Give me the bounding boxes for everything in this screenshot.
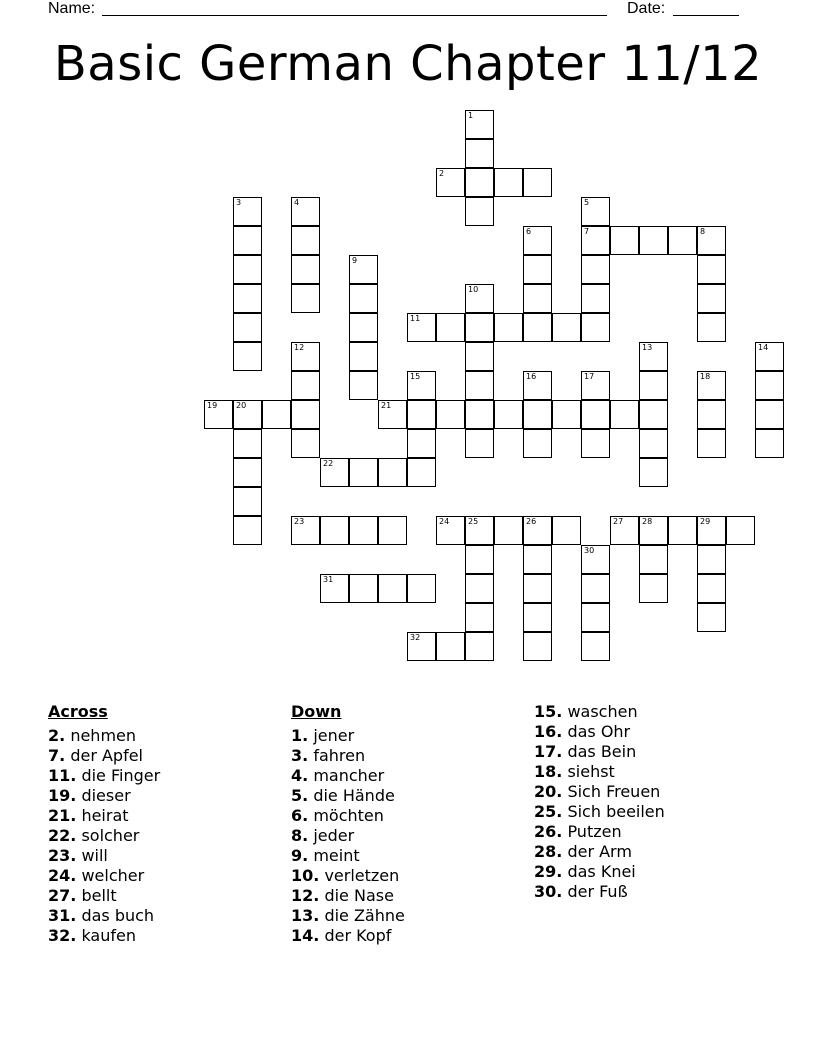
crossword-cell[interactable] <box>523 632 552 661</box>
clue-item <box>291 906 531 926</box>
clue-item <box>48 906 288 926</box>
crossword-cell[interactable] <box>668 516 697 545</box>
clue-item-text: der Arm <box>567 842 632 861</box>
crossword-cell[interactable] <box>581 603 610 632</box>
clue-number: 22 <box>323 459 334 468</box>
crossword-cell[interactable] <box>581 371 610 400</box>
clue-number: 19 <box>207 401 218 410</box>
crossword-cell[interactable] <box>320 458 349 487</box>
crossword-cell[interactable] <box>581 284 610 313</box>
crossword-cell[interactable] <box>494 168 523 197</box>
clue-item-number: 23. <box>48 846 77 865</box>
crossword-cell[interactable] <box>465 545 494 574</box>
crossword-cell[interactable] <box>465 168 494 197</box>
crossword-cell[interactable] <box>233 516 262 545</box>
clue-item-number: 32. <box>48 926 77 945</box>
crossword-cell[interactable] <box>697 400 726 429</box>
crossword-cell[interactable] <box>639 574 668 603</box>
clue-item-text: das Bein <box>567 742 637 761</box>
clue-item-number: 26. <box>534 822 563 841</box>
crossword-cell[interactable] <box>581 255 610 284</box>
crossword-cell[interactable] <box>262 400 291 429</box>
crossword-cell[interactable] <box>465 197 494 226</box>
crossword-cell[interactable] <box>349 516 378 545</box>
clue-number: 7 <box>584 227 590 236</box>
clue-item-text: will <box>81 846 108 865</box>
crossword-cell[interactable] <box>697 545 726 574</box>
crossword-cell[interactable] <box>349 342 378 371</box>
clue-item-text: Putzen <box>567 822 622 841</box>
down-clues <box>291 702 531 946</box>
clue-item-text: Sich Freuen <box>567 782 661 801</box>
clue-item <box>534 822 774 842</box>
crossword-cell[interactable] <box>523 313 552 342</box>
clue-item-number: 15. <box>534 702 563 721</box>
clue-item-text: die Zähne <box>324 906 405 925</box>
clue-item-text: das Knei <box>567 862 636 881</box>
crossword-cell[interactable] <box>465 632 494 661</box>
clue-number: 15 <box>410 372 421 381</box>
crossword-cell[interactable] <box>523 574 552 603</box>
crossword-cell[interactable] <box>465 574 494 603</box>
clue-number: 5 <box>584 198 590 207</box>
clue-number: 16 <box>526 372 537 381</box>
clue-item-text: die Finger <box>81 766 161 785</box>
clue-item-text: die Hände <box>313 786 395 805</box>
crossword-cell[interactable] <box>523 429 552 458</box>
clue-item-text: fahren <box>313 746 366 765</box>
crossword-cell[interactable] <box>581 400 610 429</box>
clue-number: 30 <box>584 546 595 555</box>
crossword-cell[interactable] <box>639 400 668 429</box>
crossword-cell[interactable] <box>581 197 610 226</box>
clue-number: 11 <box>410 314 421 323</box>
clue-item-text: die Nase <box>324 886 394 905</box>
crossword-cell[interactable] <box>233 487 262 516</box>
page-title: Basic German Chapter 11/12 <box>53 36 763 92</box>
clue-item-text: der Apfel <box>70 746 143 765</box>
clue-item-number: 7. <box>48 746 66 765</box>
clue-item <box>48 786 288 806</box>
crossword-cell[interactable] <box>436 313 465 342</box>
crossword-cell[interactable] <box>581 632 610 661</box>
crossword-cell[interactable] <box>465 603 494 632</box>
crossword-cell[interactable] <box>639 516 668 545</box>
clue-item-number: 18. <box>534 762 563 781</box>
crossword-cell[interactable] <box>465 313 494 342</box>
crossword-cell[interactable] <box>465 284 494 313</box>
down-clue-list-continued <box>534 702 774 902</box>
crossword-cell[interactable] <box>407 400 436 429</box>
clue-item-text: das buch <box>81 906 155 925</box>
crossword-cell[interactable] <box>639 458 668 487</box>
crossword-cell[interactable] <box>668 226 697 255</box>
clue-item <box>48 726 288 746</box>
crossword-cell[interactable] <box>233 197 262 226</box>
clue-item-number: 31. <box>48 906 77 925</box>
clue-item-number: 2. <box>48 726 66 745</box>
crossword-cell[interactable] <box>639 342 668 371</box>
crossword-cell[interactable] <box>581 226 610 255</box>
crossword-cell[interactable] <box>320 574 349 603</box>
crossword-cell[interactable] <box>349 371 378 400</box>
clue-number: 2 <box>439 169 445 178</box>
crossword-cell[interactable] <box>552 400 581 429</box>
clue-number: 20 <box>236 401 247 410</box>
crossword-cell[interactable] <box>378 458 407 487</box>
crossword-cell[interactable] <box>523 284 552 313</box>
across-clues <box>48 702 288 946</box>
clue-number: 24 <box>439 517 450 526</box>
crossword-cell[interactable] <box>204 400 233 429</box>
crossword-cell[interactable] <box>291 516 320 545</box>
crossword-cell[interactable] <box>581 429 610 458</box>
clue-item-number: 14. <box>291 926 320 945</box>
clue-item <box>534 842 774 862</box>
crossword-cell[interactable] <box>755 342 784 371</box>
crossword-cell[interactable] <box>523 516 552 545</box>
crossword-cell[interactable] <box>349 313 378 342</box>
crossword-cell[interactable] <box>581 574 610 603</box>
crossword-cell[interactable] <box>407 371 436 400</box>
clue-item-text: meint <box>313 846 360 865</box>
crossword-cell[interactable] <box>639 226 668 255</box>
clue-number: 9 <box>352 256 358 265</box>
clue-item-text: mancher <box>313 766 385 785</box>
crossword-cell[interactable] <box>697 429 726 458</box>
clue-number: 8 <box>700 227 706 236</box>
clue-item-text: kaufen <box>81 926 136 945</box>
clue-item <box>48 826 288 846</box>
clue-item <box>291 846 531 866</box>
clue-number: 12 <box>294 343 305 352</box>
name-label: Name: <box>48 0 96 17</box>
crossword-cell[interactable] <box>755 371 784 400</box>
crossword-cell[interactable] <box>465 139 494 168</box>
crossword-cell[interactable] <box>291 342 320 371</box>
crossword-cell[interactable] <box>233 342 262 371</box>
clue-item-number: 22. <box>48 826 77 845</box>
clue-item <box>534 702 774 722</box>
crossword-cell[interactable] <box>407 574 436 603</box>
crossword-cell[interactable] <box>407 429 436 458</box>
clue-item <box>48 766 288 786</box>
crossword-cell[interactable] <box>581 545 610 574</box>
down-clues-continued <box>534 702 774 902</box>
clue-item <box>534 862 774 882</box>
clue-item-number: 29. <box>534 862 563 881</box>
crossword-cell[interactable] <box>436 168 465 197</box>
crossword-cell[interactable] <box>291 226 320 255</box>
crossword-cell[interactable] <box>349 255 378 284</box>
crossword-cell[interactable] <box>697 284 726 313</box>
clue-number: 29 <box>700 517 711 526</box>
clue-number: 26 <box>526 517 537 526</box>
clue-item-number: 25. <box>534 802 563 821</box>
clue-item <box>291 726 531 746</box>
crossword-cell[interactable] <box>233 255 262 284</box>
crossword-cell[interactable] <box>465 342 494 371</box>
crossword-cell[interactable] <box>291 371 320 400</box>
crossword-cell[interactable] <box>697 226 726 255</box>
crossword-cell[interactable] <box>639 545 668 574</box>
crossword-cell[interactable] <box>697 255 726 284</box>
clue-item-text: dieser <box>81 786 131 805</box>
crossword-cell[interactable] <box>465 429 494 458</box>
clue-item <box>291 866 531 886</box>
crossword-cell[interactable] <box>465 371 494 400</box>
clue-item-text: jener <box>313 726 355 745</box>
clue-item-number: 24. <box>48 866 77 885</box>
clue-item-number: 4. <box>291 766 309 785</box>
clue-item-number: 6. <box>291 806 309 825</box>
clue-item <box>48 886 288 906</box>
clue-number: 17 <box>584 372 595 381</box>
crossword-cell[interactable] <box>494 313 523 342</box>
clue-item-text: waschen <box>567 702 638 721</box>
clue-item-number: 13. <box>291 906 320 925</box>
clue-number: 32 <box>410 633 421 642</box>
clue-item <box>534 742 774 762</box>
clue-item-number: 1. <box>291 726 309 745</box>
clue-number: 18 <box>700 372 711 381</box>
crossword-cell[interactable] <box>233 458 262 487</box>
clue-item <box>291 926 531 946</box>
clue-number: 28 <box>642 517 653 526</box>
crossword-cell[interactable] <box>523 371 552 400</box>
crossword-cell[interactable] <box>697 371 726 400</box>
crossword-cell[interactable] <box>378 400 407 429</box>
clue-item-number: 5. <box>291 786 309 805</box>
crossword-cell[interactable] <box>552 313 581 342</box>
clue-item <box>48 806 288 826</box>
crossword-cell[interactable] <box>523 603 552 632</box>
date-label: Date: <box>627 0 666 17</box>
clue-item-text: der Fuß <box>567 882 628 901</box>
crossword-cell[interactable] <box>407 632 436 661</box>
clue-item <box>291 786 531 806</box>
clue-item-text: verletzen <box>324 866 400 885</box>
crossword-cell[interactable] <box>436 632 465 661</box>
crossword-cell[interactable] <box>291 197 320 226</box>
clue-item <box>48 866 288 886</box>
clue-item-text: jeder <box>313 826 355 845</box>
crossword-cell[interactable] <box>697 574 726 603</box>
crossword-cell[interactable] <box>233 284 262 313</box>
crossword-cell[interactable] <box>436 400 465 429</box>
clue-item <box>48 846 288 866</box>
crossword-cell[interactable] <box>610 516 639 545</box>
crossword-cell[interactable] <box>349 574 378 603</box>
crossword-cell[interactable] <box>523 545 552 574</box>
crossword-cell[interactable] <box>291 400 320 429</box>
crossword-cell[interactable] <box>378 516 407 545</box>
clue-item-number: 20. <box>534 782 563 801</box>
clue-item <box>534 762 774 782</box>
crossword-cell[interactable] <box>552 516 581 545</box>
clue-item-number: 21. <box>48 806 77 825</box>
crossword-cell[interactable] <box>610 400 639 429</box>
clue-item <box>48 746 288 766</box>
crossword-cell[interactable] <box>291 255 320 284</box>
clue-item-text: der Kopf <box>324 926 392 945</box>
crossword-cell[interactable] <box>349 284 378 313</box>
down-heading: Down <box>291 702 342 721</box>
crossword-cell[interactable] <box>523 255 552 284</box>
clue-item-text: das Ohr <box>567 722 631 741</box>
crossword-cell[interactable] <box>320 516 349 545</box>
clue-item-text: nehmen <box>70 726 137 745</box>
clue-item-number: 17. <box>534 742 563 761</box>
crossword-cell[interactable] <box>291 284 320 313</box>
clue-item-number: 10. <box>291 866 320 885</box>
crossword-cell[interactable] <box>610 226 639 255</box>
crossword-cell[interactable] <box>465 516 494 545</box>
clue-item <box>48 926 288 946</box>
down-clue-list <box>291 726 531 946</box>
clue-item-number: 3. <box>291 746 309 765</box>
clue-item <box>534 802 774 822</box>
crossword-cell[interactable] <box>581 313 610 342</box>
clue-item <box>534 882 774 902</box>
clue-number: 31 <box>323 575 334 584</box>
clue-item-text: solcher <box>81 826 140 845</box>
crossword-cell[interactable] <box>697 313 726 342</box>
crossword-cell[interactable] <box>291 429 320 458</box>
crossword-cell[interactable] <box>494 400 523 429</box>
clue-item-number: 27. <box>48 886 77 905</box>
clue-number: 3 <box>236 198 242 207</box>
crossword-cell[interactable] <box>233 429 262 458</box>
clue-item-text: Sich beeilen <box>567 802 665 821</box>
crossword-cell[interactable] <box>436 516 465 545</box>
crossword-cell[interactable] <box>233 313 262 342</box>
clue-item <box>534 722 774 742</box>
clue-item-number: 12. <box>291 886 320 905</box>
crossword-cell[interactable] <box>523 226 552 255</box>
crossword-cell[interactable] <box>233 400 262 429</box>
across-clue-list <box>48 726 288 946</box>
clue-item-text: welcher <box>81 866 145 885</box>
crossword-cell[interactable] <box>639 429 668 458</box>
clue-number: 14 <box>758 343 769 352</box>
crossword-cell[interactable] <box>697 603 726 632</box>
crossword-cell[interactable] <box>233 226 262 255</box>
clue-number: 1 <box>468 111 474 120</box>
clue-item-number: 8. <box>291 826 309 845</box>
clue-number: 21 <box>381 401 392 410</box>
crossword-cell[interactable] <box>349 458 378 487</box>
clue-number: 4 <box>294 198 300 207</box>
clue-number: 10 <box>468 285 479 294</box>
crossword-cell[interactable] <box>494 516 523 545</box>
clue-item-number: 30. <box>534 882 563 901</box>
crossword-cell[interactable] <box>755 400 784 429</box>
clue-number: 13 <box>642 343 653 352</box>
clue-item-number: 9. <box>291 846 309 865</box>
clue-item <box>291 806 531 826</box>
crossword-cell[interactable] <box>465 400 494 429</box>
clue-item-text: siehst <box>567 762 615 781</box>
crossword-cell[interactable] <box>407 313 436 342</box>
clue-item <box>291 766 531 786</box>
crossword-cell[interactable] <box>639 371 668 400</box>
clue-item-number: 19. <box>48 786 77 805</box>
clue-item-text: bellt <box>81 886 117 905</box>
crossword-cell[interactable] <box>726 516 755 545</box>
clue-item-text: heirat <box>81 806 129 825</box>
crossword-cell[interactable] <box>465 110 494 139</box>
clue-item <box>291 746 531 766</box>
clue-number: 23 <box>294 517 305 526</box>
clue-item-text: möchten <box>313 806 384 825</box>
clue-item-number: 16. <box>534 722 563 741</box>
crossword-cell[interactable] <box>523 400 552 429</box>
clue-number: 25 <box>468 517 479 526</box>
crossword-cell[interactable] <box>697 516 726 545</box>
crossword-cell[interactable] <box>407 458 436 487</box>
clue-item <box>291 886 531 906</box>
crossword-cell[interactable] <box>523 168 552 197</box>
clue-item <box>291 826 531 846</box>
crossword-cell[interactable] <box>755 429 784 458</box>
crossword-cell[interactable] <box>378 574 407 603</box>
clue-item-number: 11. <box>48 766 77 785</box>
clue-number: 27 <box>613 517 624 526</box>
clue-number: 6 <box>526 227 532 236</box>
across-heading: Across <box>48 702 108 721</box>
clue-item <box>534 782 774 802</box>
clue-item-number: 28. <box>534 842 563 861</box>
